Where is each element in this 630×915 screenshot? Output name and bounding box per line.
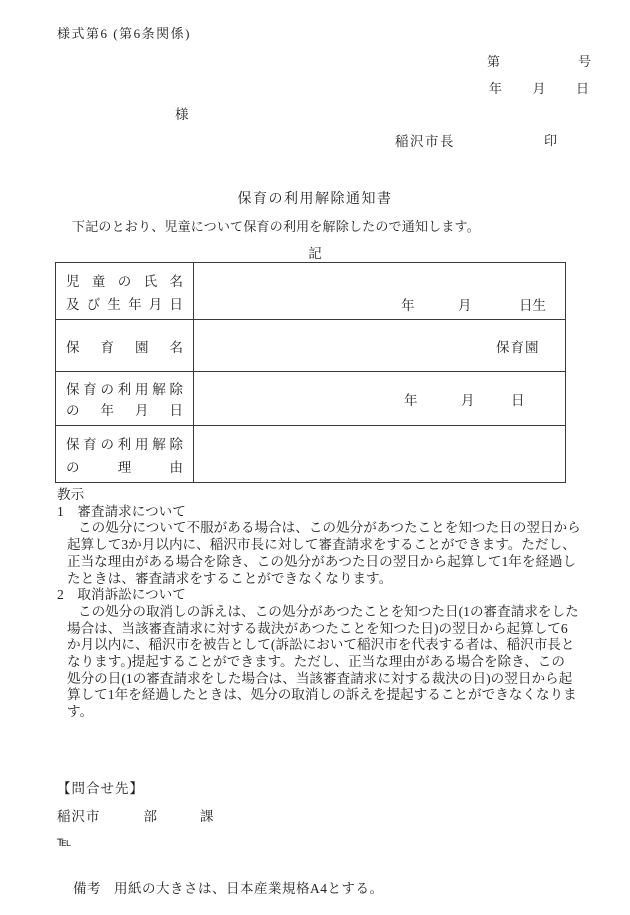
issue-date-line	[489, 78, 589, 97]
form-number: 様式第6 (第6条関係)	[57, 26, 191, 41]
date-day-label: 日	[575, 81, 589, 96]
value-nursery-suffix: 保育園	[496, 339, 540, 355]
row-label-child-name	[56, 263, 194, 319]
contact-heading: 【問合せ先】	[57, 781, 144, 796]
table-row-child-name	[56, 263, 565, 319]
notes-line: なります。)提起することができます。ただし、正当な理由がある場合を除き、この	[67, 654, 565, 670]
notes-line: 2 取消訴訟について	[57, 587, 186, 603]
contact-dept-label: 部	[143, 809, 158, 824]
row-label-line: の 理 由	[66, 459, 183, 475]
row-label-line: 保 育 の 利 用 解 除	[66, 381, 183, 397]
ki-marker: 記	[308, 246, 322, 261]
notes-line: たときは、審査請求をすることができなくなります。	[67, 570, 393, 586]
contact-tel-label: ℡	[57, 834, 72, 849]
doc-number-prefix: 第	[487, 54, 501, 69]
notes-heading: 教示	[57, 487, 85, 502]
date-month-label: 月	[532, 81, 546, 96]
notes-line: す。	[67, 704, 94, 720]
doc-number-suffix: 号	[577, 54, 591, 69]
table-row-cancellation-date	[56, 371, 565, 425]
notes-line: 起算して3か月以内に、稲沢市長に対して審査請求をすることができます。ただし、	[67, 537, 576, 553]
row-value-child-name	[194, 263, 565, 319]
seal-mark: 印	[543, 133, 557, 148]
document-title: 保育の利用解除通知書	[237, 192, 393, 207]
notes-line: 算して1年を経過したときは、処分の取消しの訴えを提起することができなくなりま	[67, 687, 577, 703]
remarks-line	[73, 877, 384, 897]
notes-line: 処分の日(1の審査請求をした場合は、当該審査請求に対する裁決の日)の翌日から起	[67, 670, 573, 686]
value-day-label: 日	[511, 392, 525, 408]
row-label-line: 児 童 の 氏 名	[66, 273, 183, 289]
row-value-cancellation-reason	[194, 426, 565, 482]
document-number-line	[487, 51, 591, 70]
contact-city: 稲沢市	[57, 809, 101, 824]
notes-line: この処分について不服がある場合は、この処分があつたことを知つた日の翌日から	[78, 520, 581, 536]
row-label-line: の 年 月 日	[66, 403, 183, 419]
notes-line: 正当な理由がある場合を除き、この処分があつた日の翌日から起算して1年を経過し	[67, 553, 577, 569]
remarks-label: 備考	[73, 881, 101, 896]
value-year-label: 年	[401, 298, 415, 313]
appeal-notes	[57, 487, 581, 721]
date-year-label: 年	[489, 81, 503, 96]
notes-line: この処分の取消しの訴えは、この処分があつたことを知つた日(1の審査請求をした	[78, 603, 579, 619]
notes-line: 場合は、当該審査請求に対する裁決があつたことを知つた日)の翌日から起算して6	[67, 620, 568, 636]
row-value-cancellation-date	[194, 372, 565, 425]
value-month-label: 月	[458, 298, 472, 313]
row-value-nursery-name	[194, 320, 565, 371]
table-row-nursery-name	[56, 319, 565, 371]
notes-line: 1 審査請求について	[57, 503, 186, 519]
table-row-cancellation-reason	[56, 425, 565, 482]
remarks-text: 用紙の大きさは、日本産業規格A4とする。	[114, 881, 384, 896]
value-year-label: 年	[404, 392, 418, 408]
contact-organization-line	[57, 805, 215, 825]
row-label-cancellation-reason	[56, 426, 194, 482]
row-label-line: 保 育 園 名	[66, 339, 183, 355]
row-label-nursery-name	[56, 320, 194, 371]
value-month-label: 月	[461, 392, 475, 408]
notes-line: か月以内に、稲沢市を被告として(訴訟において稲沢市を代表する者は、稲沢市長と	[67, 637, 575, 653]
row-label-cancellation-date	[56, 372, 194, 425]
issuer-name: 稲沢市長	[395, 134, 455, 149]
row-label-line: 及 び 生 年 月 日	[66, 296, 183, 312]
contact-section-label: 課	[200, 809, 215, 824]
issuer-line	[395, 130, 557, 150]
form-table	[55, 262, 566, 483]
intro-sentence: 下記のとおり、児童について保育の利用を解除したので通知します。	[72, 219, 480, 234]
addressee-line: 様	[175, 107, 189, 122]
value-day-label: 日生	[519, 298, 546, 313]
row-label-line: 保 育 の 利 用 解 除	[66, 436, 183, 452]
